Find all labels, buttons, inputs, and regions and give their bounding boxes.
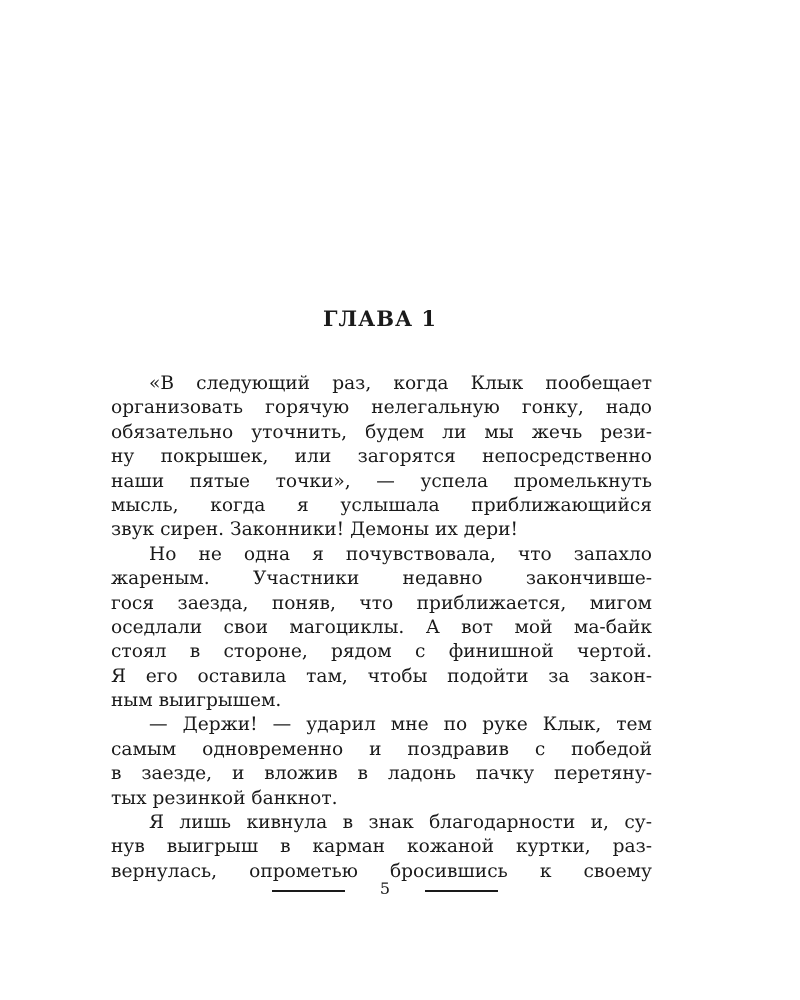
page-number: 5: [379, 879, 391, 898]
text-line: обязательно уточнить, будем ли мы жечь рези-: [111, 421, 652, 443]
text-line: мысль, когда я услышала приближающийся: [111, 494, 652, 516]
text-line: тых резинкой банкнот.: [111, 787, 338, 809]
text-line: наши пятые точки», — успела промелькнуть: [111, 470, 652, 492]
text-line: «В следующий раз, когда Клык пообещает: [149, 373, 652, 394]
text-line: звук сирен. Законники! Демоны их дери!: [111, 519, 518, 541]
text-line: — Держи! — ударил мне по руке Клык, тем: [149, 714, 652, 736]
text-line: Я лишь кивнула в знак благодарности и, су-: [149, 812, 652, 834]
text-line: Но не одна я почувствовала, что запахло: [149, 543, 652, 565]
text-line: в заезде, и вложив в ладонь пачку перетяну-: [111, 763, 652, 785]
text-line: вернулась, опрометью бросившись к своему: [111, 860, 652, 882]
text-line: ным выигрышем.: [111, 690, 282, 712]
text-line: самым одновременно и поздравив с победой: [111, 738, 652, 760]
text-line: оседлали свои магоциклы. А вот мой ма-байк: [111, 616, 652, 638]
footer-rule-right: [425, 890, 498, 892]
text-line: организовать горячую нелегальную гонку, надо: [111, 397, 652, 419]
text-line: гося заезда, поняв, что приближается, мигом: [111, 592, 652, 614]
text-line: жареным. Участники недавно закончивше-: [111, 568, 652, 590]
body-text: [111, 372, 652, 884]
text-line: нув выигрыш в карман кожаной куртки, раз-: [111, 836, 652, 858]
page-footer: [272, 878, 498, 904]
text-line: ну покрышек, или загорятся непосредственно: [111, 446, 652, 468]
text-line: Я его оставила там, чтобы подойти за закон-: [111, 665, 652, 687]
chapter-title: ГЛАВА 1: [323, 306, 437, 331]
text-line: стоял в стороне, рядом с финишной чертой.: [111, 641, 652, 663]
